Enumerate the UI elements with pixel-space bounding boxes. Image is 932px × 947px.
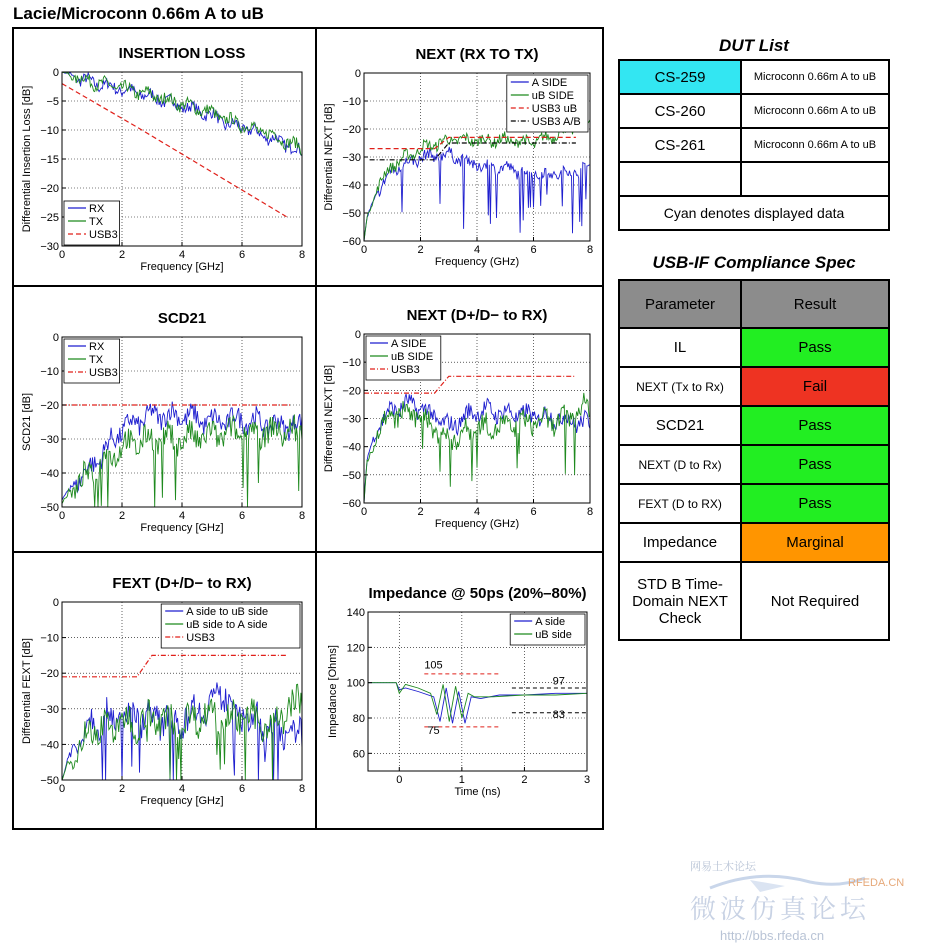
annotation-label: 83 (552, 709, 565, 721)
y-tick-label: −50 (40, 775, 59, 787)
chart-title: Impedance @ 50ps (20%–80%) (368, 585, 587, 602)
x-tick-label: 2 (417, 506, 424, 518)
x-tick-label: 6 (530, 244, 537, 256)
dut-row (619, 128, 889, 162)
watermark-logo-text: RFEDA.CN (848, 877, 905, 889)
y-axis-label: Differential Insertion Loss [dB] (21, 85, 33, 233)
x-axis-label: Frequency [GHz] (140, 795, 224, 807)
y-tick-label: −30 (40, 703, 59, 716)
watermark-url: http://bbs.rfeda.cn (720, 928, 825, 943)
chart-title: INSERTION LOSS (118, 45, 246, 62)
dut-desc-cell: Microconn 0.66m A to uB (741, 128, 889, 162)
dut-list-table (618, 59, 890, 231)
compliance-row (619, 406, 889, 445)
y-tick-label: −15 (40, 154, 59, 166)
y-axis-label: Differential NEXT [dB] (323, 103, 335, 211)
y-tick-label: −10 (342, 357, 361, 370)
header-parameter: Parameter (619, 280, 741, 328)
x-tick-label: 1 (458, 774, 465, 786)
y-tick-label: −20 (342, 385, 361, 398)
compliance-row (619, 367, 889, 406)
dut-list-title: DUT List (719, 36, 789, 55)
legend (507, 75, 588, 132)
legend-label: A SIDE (531, 77, 568, 89)
x-tick-label: 2 (521, 774, 528, 786)
x-tick-label: 8 (298, 510, 306, 522)
chart-next-d-to-rx (317, 287, 603, 551)
param-cell: FEXT (D to RX) (619, 484, 741, 523)
x-tick-label: 6 (238, 510, 246, 522)
legend (64, 201, 120, 245)
y-tick-label: 80 (352, 713, 365, 725)
result-cell: Pass (741, 484, 889, 523)
y-axis-label: SCD21 [dB] (21, 392, 33, 452)
result-cell: Pass (741, 328, 889, 367)
y-tick-label: −5 (46, 96, 59, 108)
x-tick-label: 8 (298, 249, 306, 261)
legend-label: uB SIDE (391, 351, 434, 363)
chart-insertion-loss (14, 29, 315, 285)
x-tick-label: 2 (118, 510, 126, 522)
y-tick-label: −20 (40, 400, 59, 412)
header-result: Result (741, 280, 889, 328)
result-cell: Not Required (741, 562, 889, 640)
legend-label: USB3 (89, 229, 118, 241)
watermark-line2: 微波仿真论坛 (690, 894, 871, 924)
x-tick-label: 4 (178, 510, 186, 522)
page-title: Lacie/Microconn 0.66m A to uB (13, 4, 264, 23)
y-tick-label: 0 (52, 67, 59, 79)
compliance-row (619, 328, 889, 367)
chart-next-rx-to-tx (317, 29, 603, 285)
y-tick-label: 120 (346, 642, 365, 655)
dut-row (619, 162, 889, 196)
y-tick-label: 140 (346, 607, 365, 619)
dut-desc-cell: Microconn 0.66m A to uB (741, 60, 889, 94)
chart-title: NEXT (RX TO TX) (415, 46, 539, 63)
result-cell: Marginal (741, 523, 889, 562)
dut-row (619, 94, 889, 128)
watermark-logo-icon (710, 876, 865, 892)
x-axis-label: Time (ns) (454, 786, 501, 798)
y-axis-label: Differential FEXT [dB] (21, 638, 33, 744)
y-tick-label: 0 (354, 329, 361, 341)
x-tick-label: 3 (583, 774, 591, 786)
x-tick-label: 8 (586, 244, 594, 256)
x-tick-label: 0 (360, 244, 368, 256)
x-tick-label: 0 (58, 510, 66, 522)
dut-desc-cell: Microconn 0.66m A to uB (741, 94, 889, 128)
legend-label: USB3 (186, 632, 215, 644)
y-tick-label: −60 (342, 498, 361, 510)
legend (161, 604, 300, 648)
legend-label: A side to uB side (186, 606, 269, 618)
y-axis-label: Impedance [Ohms] (327, 645, 339, 738)
dut-desc-cell (741, 162, 889, 196)
chart-title: SCD21 (157, 310, 207, 327)
right-column (618, 36, 890, 641)
legend-label: uB side to A side (186, 619, 268, 631)
chart-scd21 (14, 287, 315, 551)
watermark-line1: 网易土木论坛 (690, 861, 756, 873)
y-axis-label: Differential NEXT [dB] (323, 364, 335, 473)
legend (64, 339, 120, 383)
param-cell: NEXT (D to Rx) (619, 445, 741, 484)
compliance-row (619, 562, 889, 640)
legend-label: USB3 (391, 364, 420, 376)
y-tick-label: −60 (342, 236, 361, 248)
chart-impedance (317, 553, 603, 829)
param-cell: IL (619, 328, 741, 367)
x-tick-label: 6 (238, 249, 246, 261)
annotation-label: 75 (427, 724, 440, 737)
x-axis-label: Frequency (GHz) (434, 518, 520, 530)
y-tick-label: −20 (342, 124, 361, 136)
y-tick-label: −10 (342, 96, 361, 108)
legend-label: uB side (535, 629, 572, 641)
x-tick-label: 8 (586, 506, 594, 518)
dut-id-cell: CS-259 (619, 60, 741, 94)
y-tick-label: −40 (40, 739, 59, 752)
x-tick-label: 4 (473, 244, 481, 256)
result-cell: Fail (741, 367, 889, 406)
param-cell: SCD21 (619, 406, 741, 445)
x-tick-label: 0 (58, 783, 66, 795)
y-tick-label: 100 (346, 677, 365, 690)
chart-title: NEXT (D+/D− to RX) (406, 307, 548, 324)
series-line (62, 402, 302, 501)
result-cell: Pass (741, 406, 889, 445)
y-tick-label: −50 (342, 469, 361, 482)
x-tick-label: 6 (238, 783, 246, 795)
dut-footnote: Cyan denotes displayed data (619, 196, 889, 230)
x-tick-label: 6 (530, 506, 537, 518)
x-axis-label: Frequency [GHz] (140, 261, 224, 273)
param-cell: STD B Time-Domain NEXT Check (619, 562, 741, 640)
y-tick-label: 60 (352, 748, 365, 761)
compliance-row (619, 445, 889, 484)
dut-footnote-row (619, 196, 889, 230)
dut-row (619, 60, 889, 94)
y-tick-label: 0 (354, 68, 361, 80)
y-tick-label: −20 (40, 183, 59, 195)
compliance-row (619, 523, 889, 562)
compliance-row (619, 484, 889, 523)
y-tick-label: −40 (342, 441, 361, 454)
y-tick-label: −50 (40, 502, 59, 514)
watermark (690, 858, 920, 944)
legend-label: A SIDE (391, 338, 427, 350)
x-tick-label: 8 (298, 783, 306, 795)
legend-label: USB3 uB (531, 103, 578, 115)
y-tick-label: −30 (342, 152, 361, 164)
annotation-label: 97 (552, 675, 565, 688)
legend-label: A side (535, 616, 566, 628)
y-tick-label: −30 (342, 413, 361, 426)
x-tick-label: 4 (178, 249, 186, 261)
y-tick-label: −20 (40, 668, 59, 681)
x-tick-label: 2 (118, 249, 126, 261)
y-tick-label: −10 (40, 125, 59, 137)
x-tick-label: 0 (360, 506, 368, 518)
x-axis-label: Frequency (GHz) (434, 256, 520, 268)
dut-id-cell: CS-260 (619, 94, 741, 128)
legend-label: RX (89, 341, 105, 353)
y-tick-label: 0 (52, 332, 59, 344)
y-tick-label: −40 (40, 468, 59, 480)
x-tick-label: 4 (178, 783, 186, 795)
x-tick-label: 0 (396, 774, 403, 786)
x-tick-label: 0 (58, 249, 66, 261)
legend (510, 614, 585, 645)
y-tick-label: −10 (40, 632, 59, 645)
y-tick-label: −30 (40, 241, 59, 253)
x-tick-label: 4 (473, 506, 481, 518)
annotation-label: 105 (424, 659, 443, 672)
legend-label: TX (89, 354, 104, 366)
legend-label: TX (89, 216, 104, 228)
legend-label: uB SIDE (531, 90, 574, 102)
y-tick-label: 0 (52, 597, 59, 609)
legend-label: USB3 A/B (531, 116, 581, 128)
legend-label: RX (89, 203, 105, 215)
y-tick-label: −30 (40, 434, 59, 446)
compliance-table (618, 279, 890, 641)
chart-fext-d-to-rx (14, 553, 315, 829)
chart-title: FEXT (D+/D− to RX) (112, 575, 252, 592)
legend (366, 336, 441, 380)
compliance-title: USB-IF Compliance Spec (652, 253, 856, 272)
param-cell: NEXT (Tx to Rx) (619, 367, 741, 406)
dut-id-cell: CS-261 (619, 128, 741, 162)
y-tick-label: −50 (342, 208, 361, 220)
result-cell: Pass (741, 445, 889, 484)
x-tick-label: 2 (118, 783, 126, 795)
x-axis-label: Frequency [GHz] (140, 522, 224, 534)
x-tick-label: 2 (417, 244, 424, 256)
compliance-header-row (619, 280, 889, 328)
y-tick-label: −25 (40, 212, 59, 224)
y-tick-label: −10 (40, 366, 59, 378)
legend-label: USB3 (89, 367, 118, 379)
series-line (62, 655, 287, 676)
y-tick-label: −40 (342, 180, 361, 192)
param-cell: Impedance (619, 523, 741, 562)
dut-id-cell (619, 162, 741, 196)
